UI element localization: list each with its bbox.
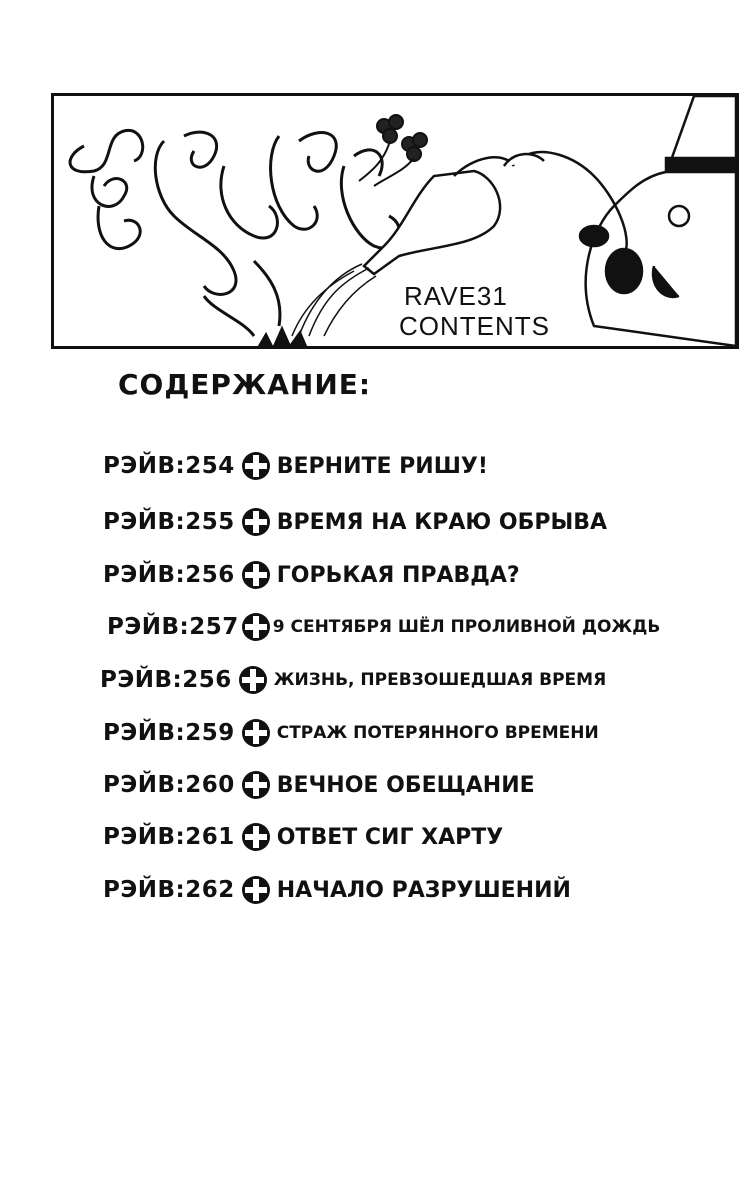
chapter-row — [103, 765, 535, 805]
chapter-row — [103, 870, 571, 910]
chapter-row — [103, 817, 503, 857]
cross-icon — [241, 612, 271, 642]
chapter-title: ОТВЕТ СИГ ХАРТУ — [276, 824, 504, 850]
chapter-title: СТРАЖ ПОТЕРЯННОГО ВРЕМЕНИ — [276, 723, 599, 743]
chapter-row — [100, 660, 606, 700]
cross-icon — [241, 770, 271, 800]
chapter-title: ВЕЧНОЕ ОБЕЩАНИЕ — [276, 772, 535, 798]
chapter-row — [103, 502, 607, 542]
chapter-number: РЭЙВ:257 — [107, 614, 239, 640]
cross-icon — [241, 560, 271, 590]
cross-icon — [241, 507, 271, 537]
water-stream — [292, 264, 376, 336]
cross-icon — [241, 822, 271, 852]
ornate-lettering — [70, 130, 400, 336]
panel-label-contents: CONTENTS — [399, 311, 550, 341]
character-figure — [504, 96, 736, 346]
chapter-number: РЭЙВ:256 — [103, 562, 235, 588]
chapter-title: 9 СЕНТЯБРЯ ШЁЛ ПРОЛИВНОЙ ДОЖДЬ — [272, 617, 661, 637]
panel-label-rave: RAVE31 — [404, 281, 508, 311]
illustration-drawing — [54, 96, 736, 346]
chapter-number: РЭЙВ:255 — [103, 509, 235, 535]
chapter-row — [107, 607, 660, 647]
contents-heading: СОДЕРЖАНИЕ: — [118, 368, 372, 401]
chapter-row — [103, 713, 599, 753]
cross-icon — [238, 665, 268, 695]
chapter-number: РЭЙВ:256 — [100, 667, 232, 693]
chapter-title: ВЕРНИТЕ РИШУ! — [276, 453, 488, 479]
cross-icon — [241, 718, 271, 748]
chapter-title: НАЧАЛО РАЗРУШЕНИЙ — [276, 877, 571, 903]
chapter-number: РЭЙВ:259 — [103, 720, 235, 746]
watering-can — [364, 157, 514, 274]
chapter-number: РЭЙВ:260 — [103, 772, 235, 798]
chapter-row — [103, 446, 488, 486]
grass — [259, 328, 306, 346]
cross-icon — [241, 875, 271, 905]
cross-icon — [241, 451, 271, 481]
chapter-number: РЭЙВ:262 — [103, 877, 235, 903]
header-illustration — [51, 93, 739, 349]
chapter-title: ЖИЗНЬ, ПРЕВЗОШЕДШАЯ ВРЕМЯ — [273, 670, 607, 690]
chapter-title: ГОРЬКАЯ ПРАВДА? — [276, 562, 520, 588]
chapter-number: РЭЙВ:254 — [103, 453, 235, 479]
chapter-title: ВРЕМЯ НА КРАЮ ОБРЫВА — [276, 509, 608, 535]
chapter-row — [103, 555, 520, 595]
chapter-number: РЭЙВ:261 — [103, 824, 235, 850]
